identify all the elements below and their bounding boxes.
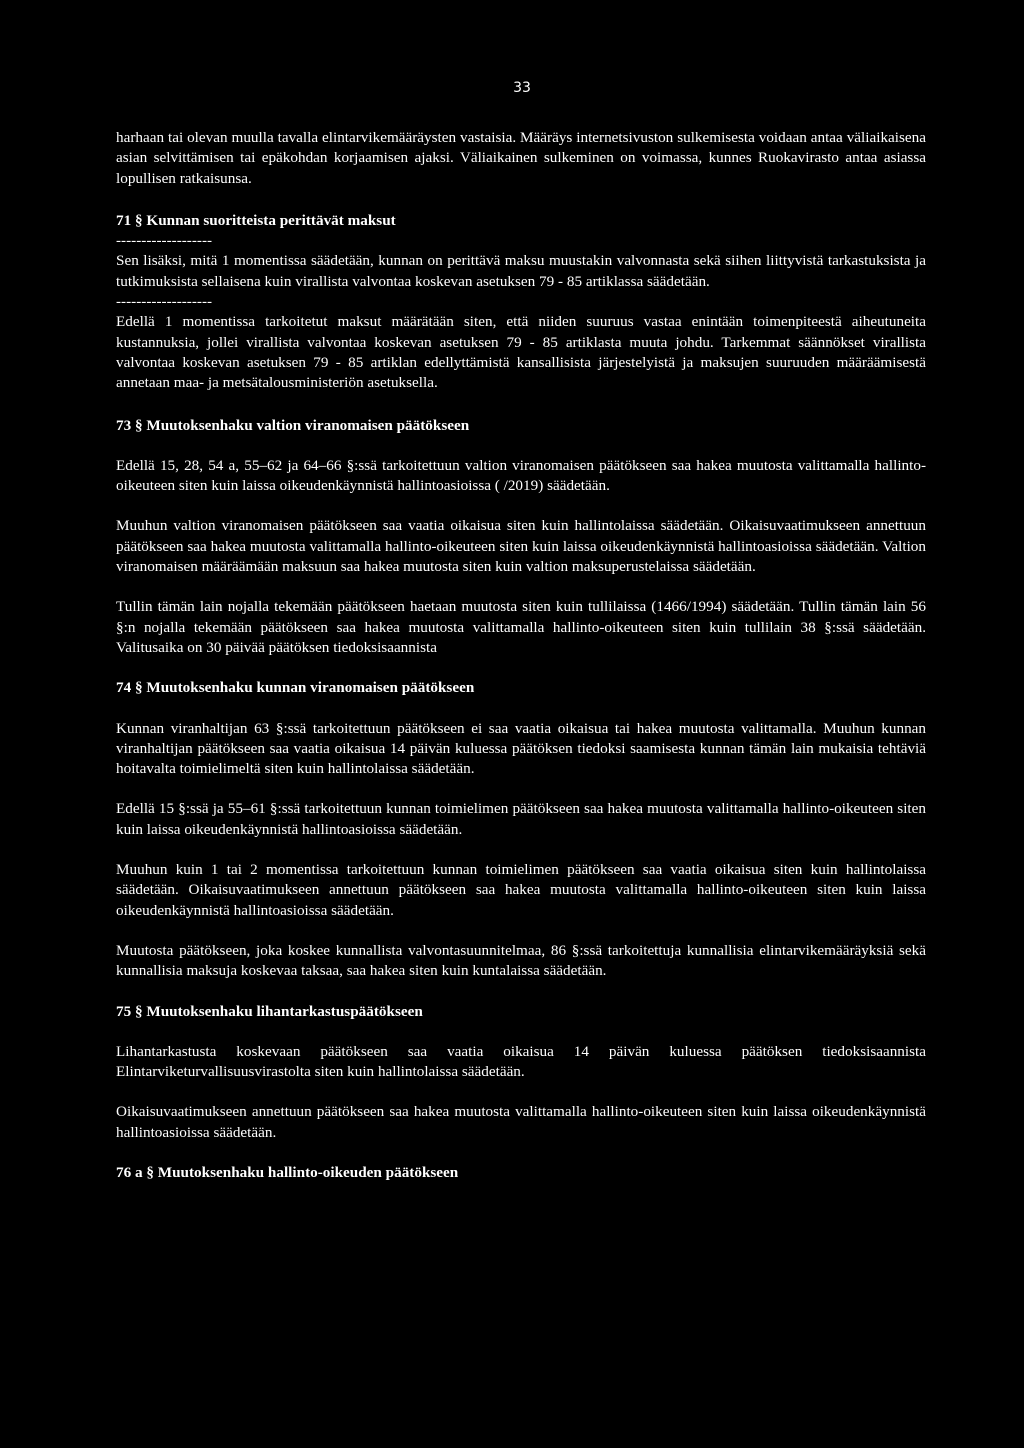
page-number: 33	[513, 80, 531, 96]
section-74-paragraph-1: Kunnan viranhaltijan 63 §:ssä tarkoitettuun päätökseen ei saa vaatia oikaisua tai hakea muutosta valittamalla. Muuhun kunnan viranhaltijan päätökseen saa vaatia oikaisua 14 päivän kuluessa päätöksen tiedoksi saamisesta kunnan tämän lain mukaisia tehtäviä hoitavalta toimielimeltä siten kuin hallintolaissa säädetään.	[116, 719, 926, 778]
section-76a-heading: 76 a § Muutoksenhaku hallinto-oikeuden päätökseen	[116, 1163, 459, 1181]
section-73-paragraph-2: Muuhun valtion viranomaisen päätökseen saa vaatia oikaisua siten kuin hallintolaissa säädetään. Oikaisuvaatimukseen annettuun päätökseen saa hakea muutosta valittamalla hallinto-oikeuteen siten kuin laissa oikeudenkäynnistä hallintoasioissa säädetään. Valtion viranomaisen määräämään maksuun saa hakea muutosta siten kuin valtion maksuperustelaissa säädetään.	[116, 517, 926, 576]
separator-line: -------------------	[116, 293, 213, 311]
section-75-paragraph-1: Lihantarkastusta koskevaan päätökseen saa vaatia oikaisua 14 päivän kuluessa päätöksen tiedoksisaannista Elintarviketurvallisuusvirastolta siten kuin hallintolaissa säädetään.	[116, 1042, 926, 1081]
section-74-paragraph-3: Muuhun kuin 1 tai 2 momentissa tarkoitettuun kunnan toimielimen päätökseen saa vaatia oikaisua siten kuin hallintolaissa säädetään. Oikaisuvaatimukseen annettuun päätökseen saa hakea muutosta valittamalla hallinto-oikeuteen siten kuin laissa oikeudenkäynnistä hallintoasioissa säädetään.	[116, 861, 926, 919]
section-75-paragraph-2: Oikaisuvaatimukseen annettuun päätökseen saa hakea muutosta valittamalla hallinto-oikeuteen siten kuin laissa oikeudenkäynnistä hallintoasioissa säädetään.	[116, 1103, 926, 1141]
section-73-paragraph-1: Edellä 15, 28, 54 a, 55–62 ja 64–66 §:ssä tarkoitettuun valtion viranomaisen päätökseen saa hakea muutosta valittamalla hallinto-oikeuteen siten kuin laissa oikeudenkäynnistä hallintoasioissa ( /2019) säädetään.	[116, 456, 926, 495]
document-body	[116, 128, 926, 1183]
section-71-paragraph-2: Edellä 1 momentissa tarkoitetut maksut määrätään siten, että niiden suuruus vastaa enintään toimenpiteestä aiheutuneita kustannuksia, jollei virallista valvontaa koskevan asetuksen 79 - 85 artiklasta muuta johdu. Tarkemmat säännökset virallista valvontaa koskevan asetuksen 79 - 85 artiklan edellyttämistä kansallisista järjestelyistä ja maksujen suuruuden määräämisestä annetaan maa- ja metsätalousministeriön asetuksella.	[116, 313, 926, 392]
section-74-heading: 74 § Muutoksenhaku kunnan viranomaisen päätökseen	[116, 679, 475, 697]
section-75-heading: 75 § Muutoksenhaku lihantarkastuspäätökseen	[116, 1002, 423, 1020]
section-73-heading: 73 § Muutoksenhaku valtion viranomaisen päätökseen	[116, 416, 470, 434]
section-71-heading: 71 § Kunnan suoritteista perittävät maksut	[116, 211, 396, 229]
section-74-paragraph-4: Muutosta päätökseen, joka koskee kunnallista valvontasuunnitelmaa, 86 §:ssä tarkoitettuja kunnallisia elintarvikemääräyksiä sekä kunnallisia maksuja koskevaa taksaa, saa hakea siten kuin kuntalaissa säädetään.	[116, 941, 926, 980]
section-74-paragraph-2: Edellä 15 §:ssä ja 55–61 §:ssä tarkoitettuun kunnan toimielimen päätökseen saa hakea muutosta valittamalla hallinto-oikeuteen siten kuin laissa oikeudenkäynnistä hallintoasioissa säädetään.	[116, 800, 926, 838]
section-71-paragraph-1: Sen lisäksi, mitä 1 momentissa säädetään, kunnan on perittävä maksu muustakin valvonnasta sekä siihen liittyvistä tarkastuksista ja tutkimuksista sellaisena kuin virallista valvontaa koskevan asetuksen 79 - 85 artiklassa säädetään.	[116, 252, 926, 290]
section-73-paragraph-3: Tullin tämän lain nojalla tekemään päätökseen haetaan muutosta siten kuin tullilaissa (1466/1994) säädetään. Tullin tämän lain 56 §:n nojalla tekemään päätökseen saa hakea muutosta valittamalla hallinto-oikeuteen siten kuin tullilain 38 §:ssä säädetään. Valitusaika on 30 päivää päätöksen tiedoksisaannista	[116, 598, 926, 656]
separator-line: -------------------	[116, 232, 213, 250]
paragraph-intro: harhaan tai olevan muulla tavalla elintarvikemääräysten vastaisia. Määräys internetsivuston sulkemisesta voidaan antaa väliaikaisena asian selvittämisen tai epäkohdan korjaamisen ajaksi. Väliaikainen sulkeminen on voimassa, kunnes Ruokavirasto antaa asiassa lopullisen ratkaisunsa.	[116, 129, 926, 187]
